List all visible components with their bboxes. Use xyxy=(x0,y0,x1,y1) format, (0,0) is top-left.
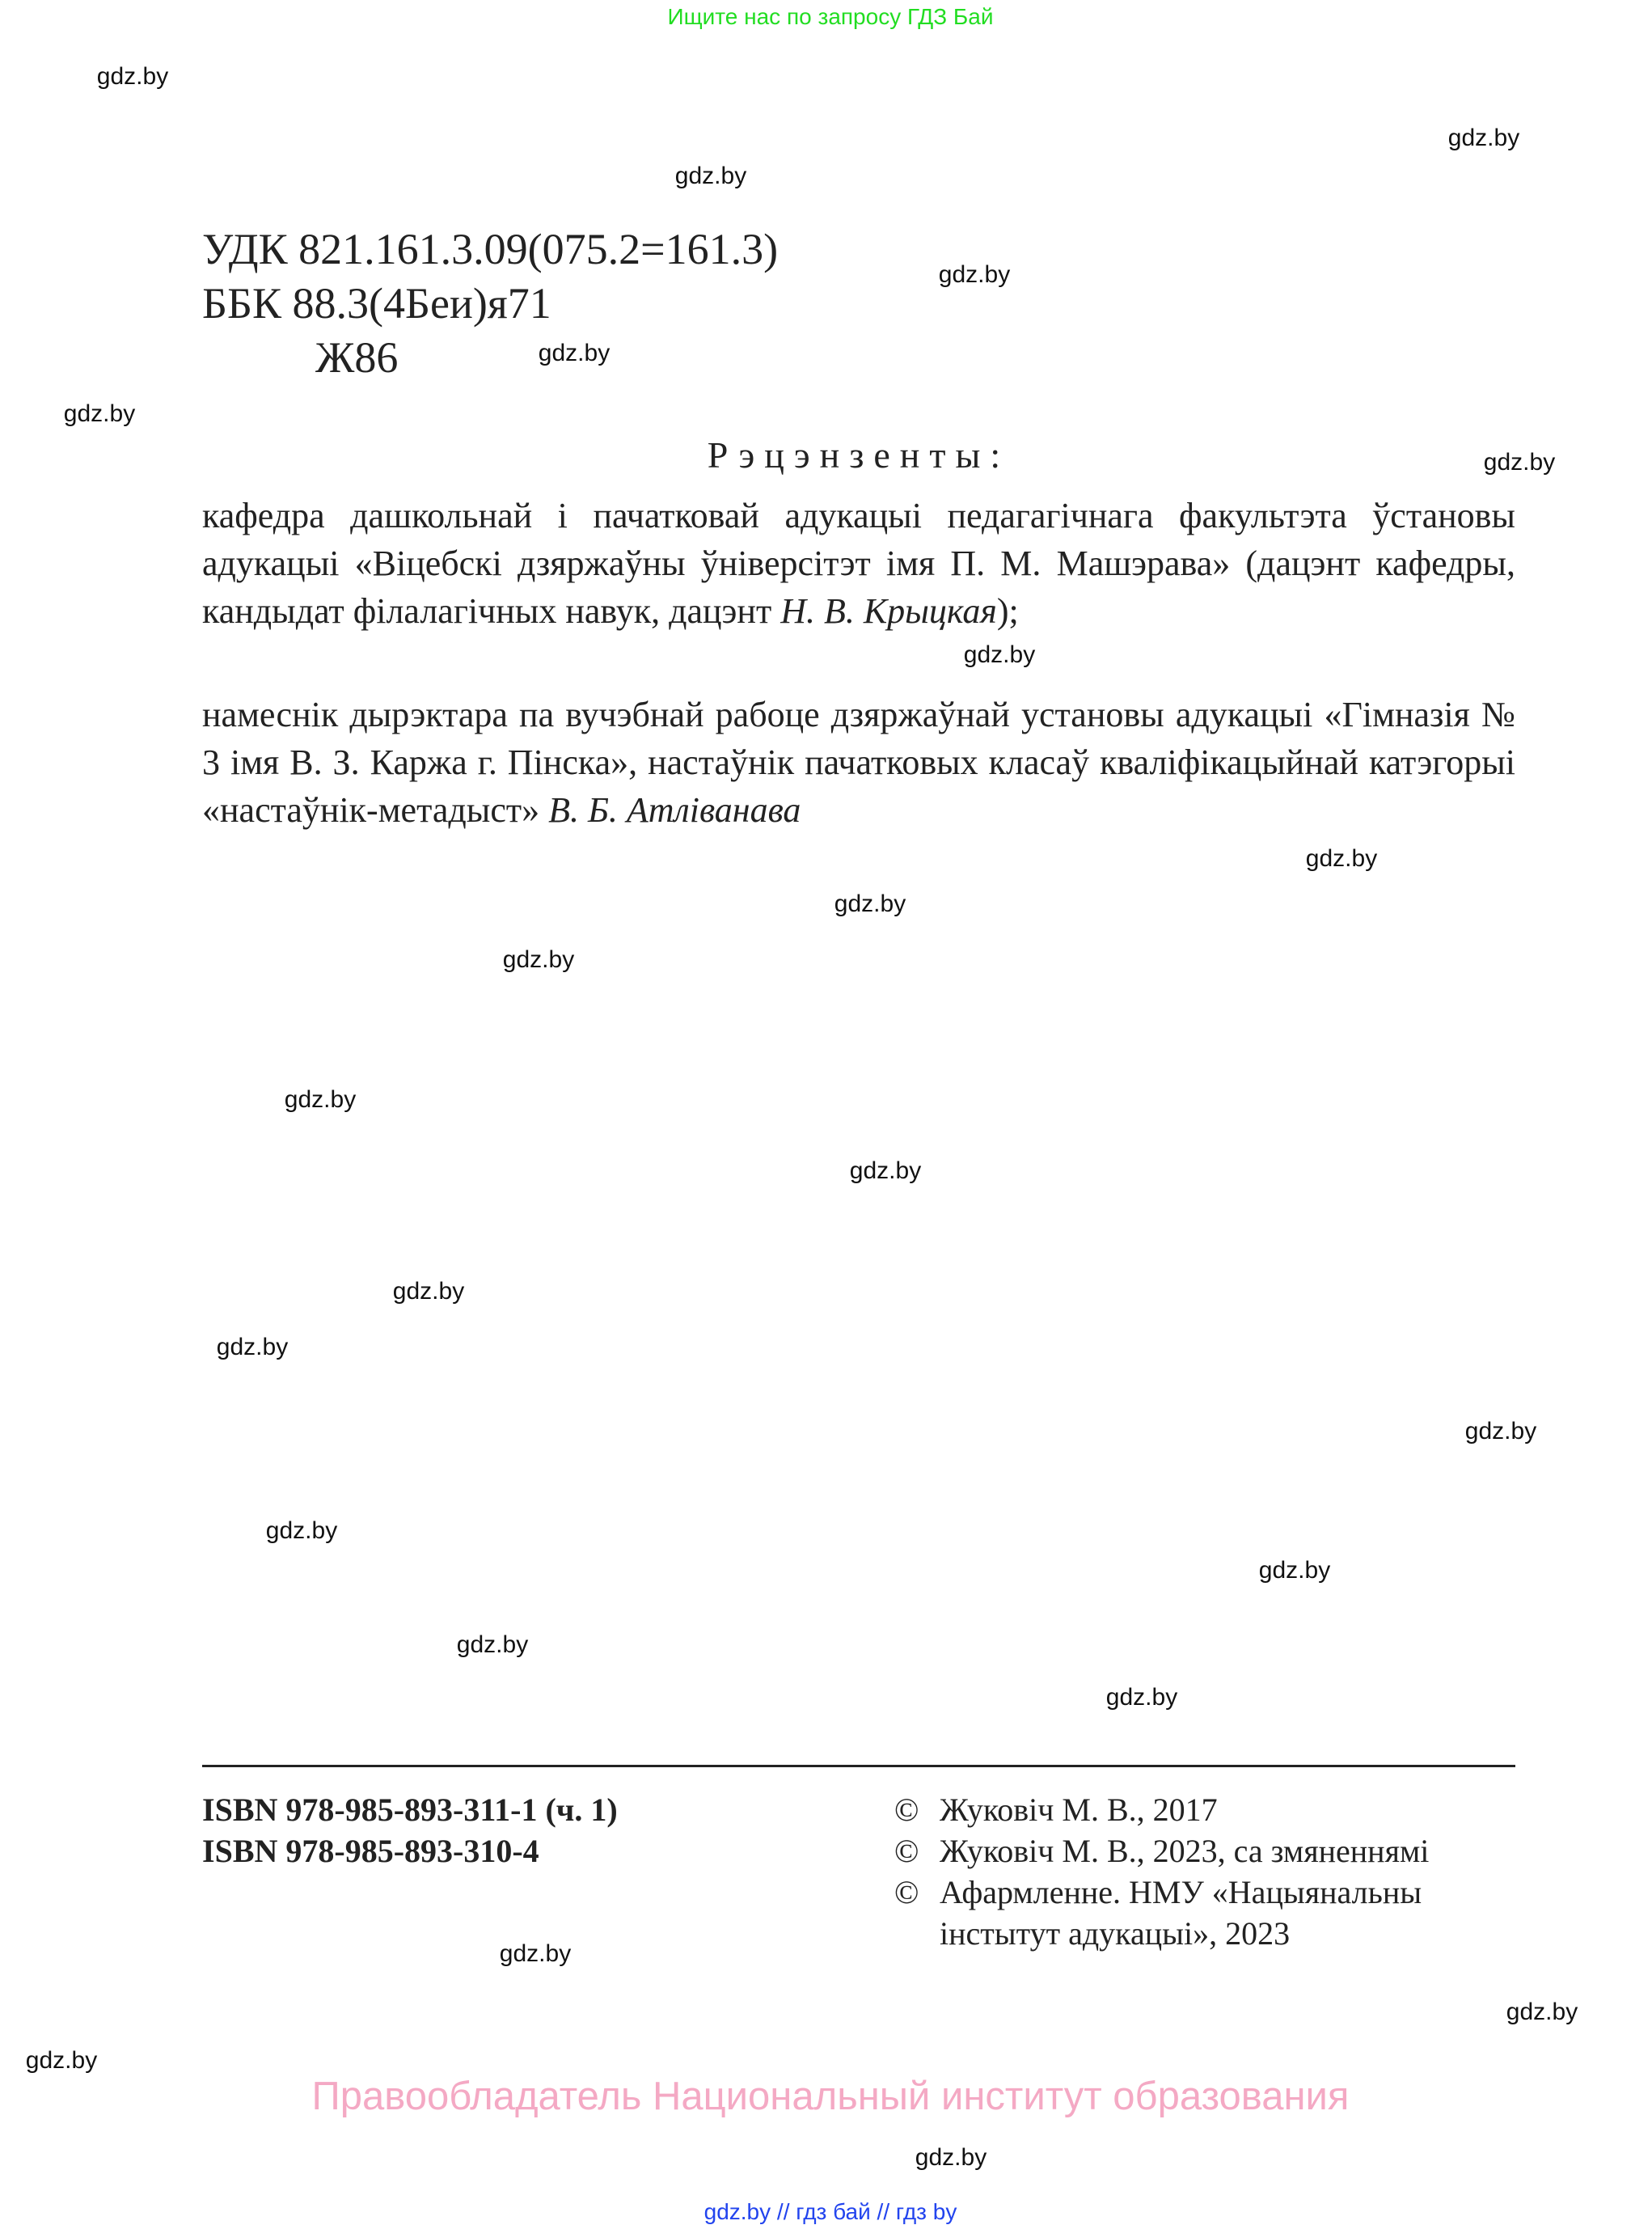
isbn-part: ISBN 978-985-893-311-1 (ч. 1) xyxy=(202,1791,618,1828)
watermark: gdz.by xyxy=(265,1517,338,1544)
classification-codes xyxy=(202,222,778,385)
watermark: gdz.by xyxy=(938,261,1011,288)
reviewer-2-text: намеснік дырэктара па вучэбнай рабоце дзяржаўнай установы адукацыі «Гімназія № 3 імя В. З. Каржа г. Пінска», настаўнік пачатковых класаў кваліфікацыйнай катэгорыі «настаўнік-метадыст» xyxy=(202,695,1515,830)
rights-holder-notice: Правообладатель Национальный институт образования xyxy=(311,2075,1350,2118)
divider xyxy=(202,1765,1515,1767)
watermark: gdz.by xyxy=(915,2144,987,2171)
copyright-line: Афармленне. НМУ «Нацыянальны інстытут адукацыі», 2023 xyxy=(940,1874,1422,1952)
watermark: gdz.by xyxy=(456,1631,529,1658)
watermark: gdz.by xyxy=(499,1940,572,1967)
watermark: gdz.by xyxy=(25,2047,98,2074)
watermark: gdz.by xyxy=(502,946,575,973)
reviewer-2 xyxy=(202,691,1515,834)
copyright-icon: © xyxy=(894,1791,919,1828)
watermark: gdz.by xyxy=(1483,449,1556,476)
reviewer-1-name: Н. В. Крыцкая xyxy=(780,591,997,631)
watermark: gdz.by xyxy=(1105,1684,1178,1711)
isbn-block xyxy=(202,1789,618,1872)
watermark: gdz.by xyxy=(96,63,169,90)
copyright-icon: © xyxy=(894,1874,919,1910)
reviewer-1 xyxy=(202,492,1515,635)
reviewers-heading: Рэцэнзенты: xyxy=(707,434,1011,476)
reviewer-1-text: кафедра дашкольнай і пачатковай адукацыі педагагічнага факультэта ўстановы адукацыі «Віцебскі дзяржаўны ўніверсітэт імя П. М. Машэрава» (дацэнт кафедры, кандыдат філалагічных навук, дацэнт xyxy=(202,496,1515,631)
isbn-set: ISBN 978-985-893-310-4 xyxy=(202,1833,539,1869)
copyright-block xyxy=(894,1789,1517,1954)
watermark: gdz.by xyxy=(216,1334,289,1360)
watermark: gdz.by xyxy=(834,890,906,917)
watermark: gdz.by xyxy=(1258,1557,1331,1584)
watermark: gdz.by xyxy=(1447,125,1520,151)
watermark: gdz.by xyxy=(1464,1418,1537,1445)
copyright-line: Жуковіч М. В., 2017 xyxy=(940,1791,1218,1828)
bbk-code: ББК 88.3(4Беи)я71 xyxy=(202,279,551,328)
copyright-line: Жуковіч М. В., 2023, са змяненнямі xyxy=(940,1833,1430,1869)
watermark: gdz.by xyxy=(63,400,136,427)
watermark: gdz.by xyxy=(674,163,747,189)
watermark: gdz.by xyxy=(538,340,611,366)
reviewer-1-end: ); xyxy=(996,591,1019,631)
copyright-icon: © xyxy=(894,1833,919,1869)
watermark: gdz.by xyxy=(849,1157,922,1184)
author-mark: Ж86 xyxy=(315,333,399,382)
udk-code: УДК 821.161.3.09(075.2=161.3) xyxy=(202,225,779,273)
watermark: gdz.by xyxy=(963,641,1036,668)
reviewer-2-name: В. Б. Атліванава xyxy=(548,790,801,830)
watermark: gdz.by xyxy=(284,1086,357,1113)
header-search-hint-link[interactable]: Ищите нас по запросу ГДЗ Бай xyxy=(667,4,994,29)
watermark: gdz.by xyxy=(1305,845,1378,872)
footer-links[interactable]: gdz.by // гдз бай // гдз by xyxy=(703,2199,957,2224)
watermark: gdz.by xyxy=(392,1278,465,1305)
watermark: gdz.by xyxy=(1506,1999,1578,2025)
